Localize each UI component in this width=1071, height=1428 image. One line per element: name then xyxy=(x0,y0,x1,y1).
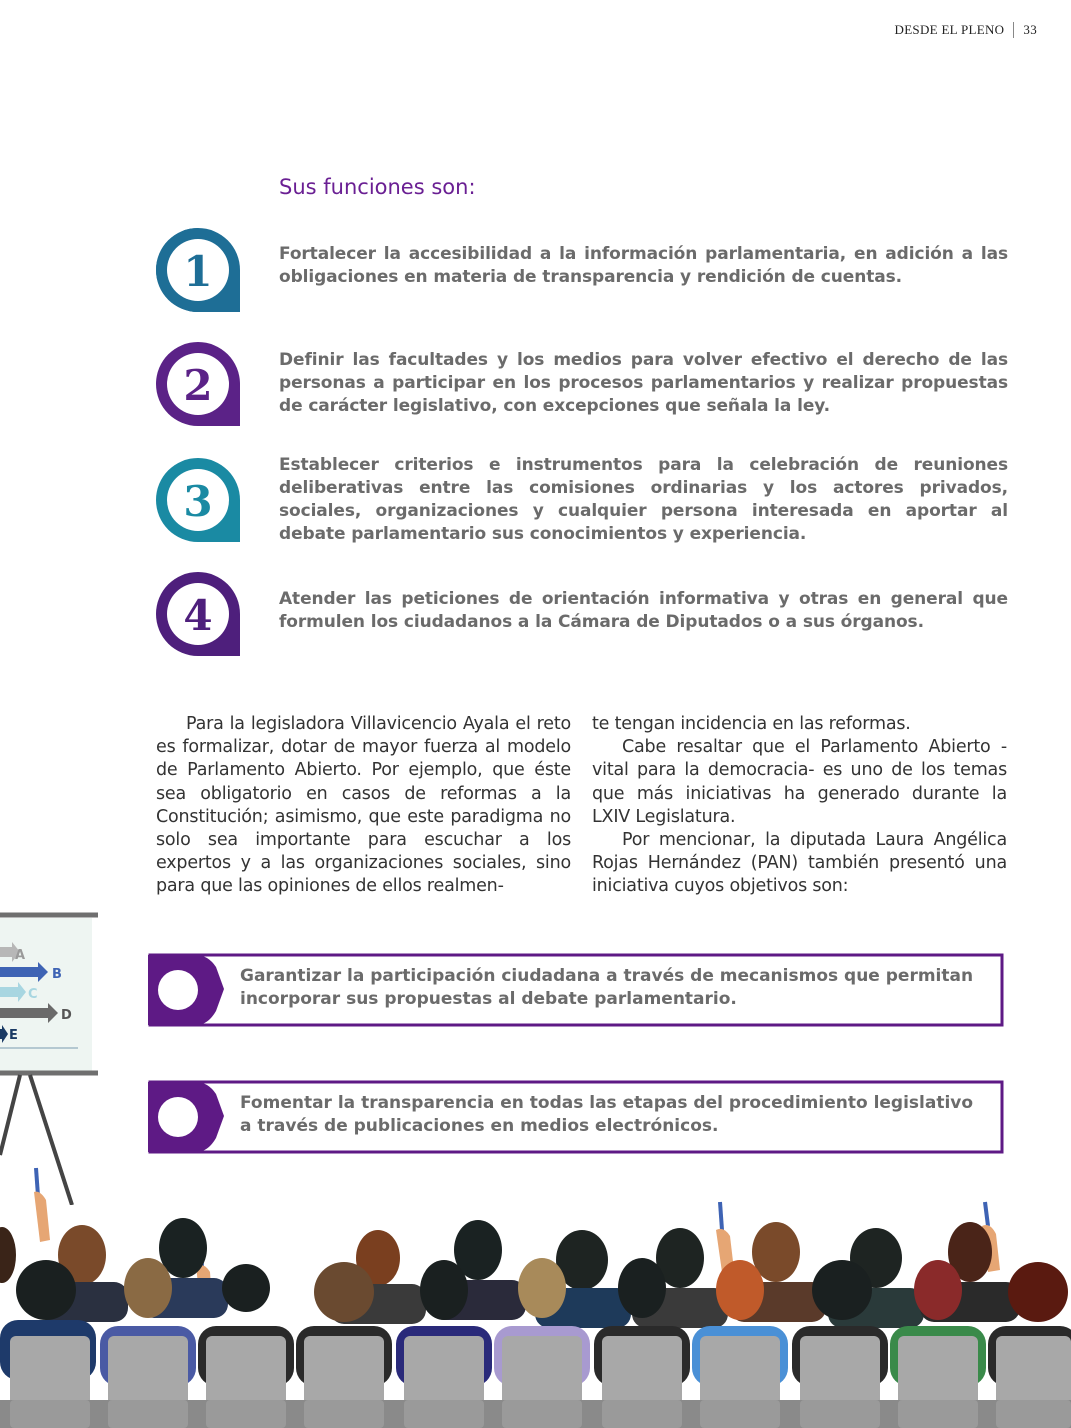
function-text: Atender las peticiones de orientación informativa y otras en general que formulen los ciudadanos a la Cámara de Diputados o a sus órganos. xyxy=(279,589,1008,632)
badge-number: 1 xyxy=(183,247,213,296)
badge-number: 2 xyxy=(183,361,213,410)
function-text: Fortalecer la accesibilidad a la información parlamentaria, en adición a las obligaciones en materia de transparencia y rendición de cuentas. xyxy=(279,244,1008,287)
objective-box-1 xyxy=(148,953,1004,1027)
chart-label: C xyxy=(28,987,38,1002)
function-text: Establecer criterios e instrumentos para la celebración de reuniones deliberativas entre las comisiones ordinarias y los actores privados, sociales, organizaciones y cualquier persona interesada en aportar al debate parlamentario sus conocimientos y experiencia. xyxy=(279,455,1008,544)
badge-number: 4 xyxy=(183,591,213,640)
functions-title: Sus funciones son: xyxy=(279,175,476,199)
number-badge-icon xyxy=(154,226,242,314)
paragraph: te tengan incidencia en las reformas. xyxy=(592,714,911,734)
objective-box-2 xyxy=(148,1080,1004,1154)
header-divider xyxy=(1013,22,1014,38)
paragraph: Cabe resaltar que el Parlamento Abierto -vital para la democracia- es uno de los temas que más iniciativas ha generado durante la LXIV Legislatura. xyxy=(592,737,1007,827)
paragraph: Por mencionar, la diputada Laura Angélica Rojas Hernández (PAN) también presentó una iniciativa cuyos objetivos son: xyxy=(592,830,1007,897)
number-badge-icon xyxy=(154,340,242,428)
objective-text: Garantizar la participación ciudadana a través de mecanismos que permitan incorporar sus propuestas al debate parlamentario. xyxy=(240,966,974,1009)
right-column xyxy=(592,713,1007,899)
chart-label: E xyxy=(9,1028,18,1043)
objective-text: Fomentar la transparencia en todas las etapas del procedimiento legislativo a través de publicaciones en medios electrónicos. xyxy=(240,1093,974,1136)
number-badge-icon xyxy=(154,456,242,544)
paragraph: Para la legisladora Villavicencio Ayala el reto es formalizar, dotar de mayor fuerza al modelo de Parlamento Abierto. Por ejemplo, que éste sea obligatorio en casos de reformas a la Constitución; asimismo, que este paradigma no solo sea importante para escuchar a los expertos y a las organizaciones sociales, sino para que las opiniones de ellos realmen- xyxy=(156,714,571,897)
audience-illustration xyxy=(0,1160,1071,1428)
section-name: DESDE EL PLENO xyxy=(894,22,1005,37)
function-text: Definir las facultades y los medios para volver efectivo el derecho de las personas a participar en los procesos parlamentarios y realizar propuestas de carácter legislativo, con excepciones que señala la ley. xyxy=(279,350,1008,416)
chart-label: B xyxy=(52,967,62,982)
running-header xyxy=(895,22,1038,38)
page-number: 33 xyxy=(1023,22,1037,37)
badge-number: 3 xyxy=(183,477,213,526)
body-text xyxy=(156,713,1007,899)
chart-label: D xyxy=(61,1008,72,1023)
number-badge-icon xyxy=(154,570,242,658)
chart-label: A xyxy=(15,948,26,963)
left-column xyxy=(156,713,571,899)
